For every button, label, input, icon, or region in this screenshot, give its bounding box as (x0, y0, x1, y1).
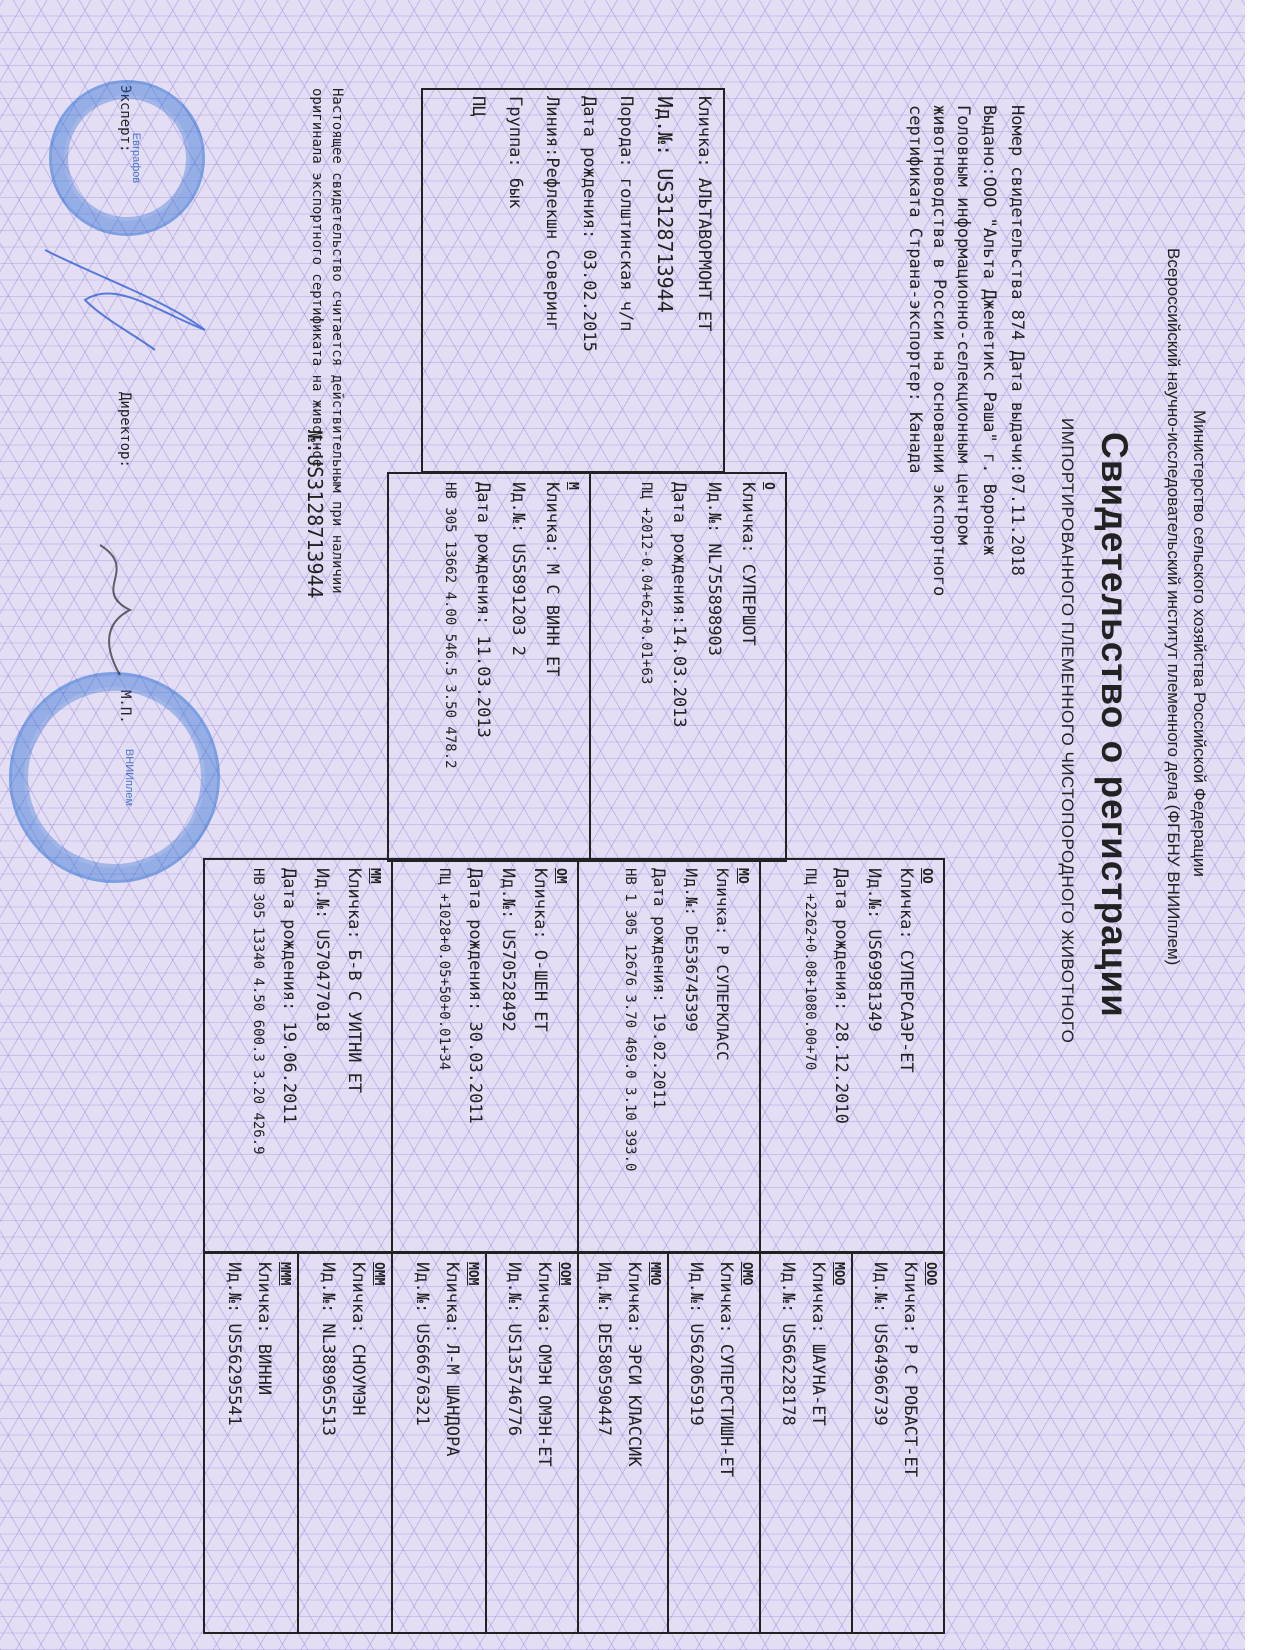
gp-mo (620, 868, 751, 1171)
sire-name: Кличка: СУПЕРШОТ (738, 482, 759, 646)
ggp-mmm-label: МММ (277, 1262, 292, 1286)
ggp-divider-2 (759, 1252, 761, 1634)
ggp-mmm (222, 1262, 293, 1426)
animal-name: Кличка: АЛЬТАВОРМОНТ ЕТ (694, 96, 714, 332)
ggp-omm-id: Ид.№: NL388965513 (317, 1262, 338, 1436)
expert-signature (25, 240, 225, 360)
ggp-mom-id: Ид.№: US66676321 (411, 1262, 432, 1426)
dam-id: Ид.№: US5891203 2 (507, 482, 528, 656)
gp-om-label: ОМ (553, 868, 568, 884)
gp-mm-name: Кличка: Б-В С УИТНИ ЕТ (344, 868, 365, 1094)
center-line-1: Головным информационно-селекционным центром (953, 105, 973, 546)
ggp-moo-id: Ид.№: US66228178 (777, 1262, 798, 1426)
ggp-divider-4 (577, 1252, 579, 1634)
gp-oo (800, 868, 935, 1124)
ggp-mom-label: МОМ (465, 1262, 480, 1286)
dam-cell (440, 482, 581, 769)
gp-mm-id: Ид.№: US70477018 (311, 868, 332, 1032)
gp-oo-pc: ПЦ +2262+0.08+1080.00+70 (801, 868, 818, 1071)
validity-line-2: оригинала экспортного сертификата на животное (309, 88, 325, 468)
animal-pc: ПЦ (468, 96, 489, 117)
ggp-oom-id: Ид.№: US135746776 (503, 1262, 524, 1436)
animal-info (466, 96, 715, 352)
gp-oo-name: Кличка: СУПЕРСАЭР-ЕТ (896, 868, 917, 1073)
animal-line: Линия:Рефлекшн Соверинг (542, 96, 563, 332)
ggp-omm-name: Кличка: СНОУМЭН (348, 1262, 369, 1416)
parents-divider (589, 472, 591, 862)
validity-line-1: Настоящее свидетельство считается действительным при наличии (329, 88, 345, 594)
sire-label: О (761, 482, 776, 490)
sire-birth: Дата рождения:14.03.2013 (668, 482, 689, 728)
ggp-omo (684, 1262, 755, 1477)
institute-line: Всероссийский научно-исследовательский институт племенного дела (ФГБНУ ВНИИплем) (1164, 248, 1183, 966)
sire-cell (636, 482, 777, 728)
ggp-moo (776, 1262, 847, 1426)
dam-hb: HB 305 13662 4.00 546.5 3.50 478.2 (441, 482, 458, 769)
official-seal (9, 672, 220, 883)
expert-stamp (49, 80, 205, 236)
issued-to-line: Выдано:ООО "Альта Дженетикс Раша" г. Воронеж (979, 105, 999, 556)
sire-pc: ПЦ +2012-0.04+62+0.01+63 (637, 482, 654, 685)
ggp-divider-6 (391, 1252, 393, 1634)
official-seal-text: ВНИИплем (123, 748, 135, 807)
ggp-mom (410, 1262, 481, 1456)
gp-mm-label: ММ (367, 868, 382, 884)
director-label: Директор: (117, 392, 133, 468)
animal-birth-date: Дата рождения: 03.02.2015 (579, 96, 600, 352)
ggp-mmo-name: Кличка: ЭРСИ КЛАССИК (624, 1262, 645, 1467)
dam-label: М (565, 482, 580, 490)
director-signature (70, 540, 150, 680)
ggp-ooo-id: Ид.№: US64966739 (869, 1262, 890, 1426)
ggp-divider-3 (667, 1252, 669, 1634)
ggp-mom-name: Кличка: Л-М ШАНДОРА (442, 1262, 463, 1457)
gp-oo-birth: Дата рождения: 28.12.2010 (830, 868, 851, 1124)
ggp-divider-1 (851, 1252, 853, 1634)
validity-number: №:US3128713944 (303, 430, 327, 599)
gp-mo-label: МО (735, 868, 750, 884)
gp-om-birth: Дата рождения: 30.03.2011 (464, 868, 485, 1124)
ggp-mmm-id: Ид.№: US56295541 (223, 1262, 244, 1426)
ggp-moo-name: Кличка: ШАУНА-ЕТ (808, 1262, 829, 1426)
sire-id: Ид.№: NL755898903 (703, 482, 724, 656)
gp-om-name: Кличка: О-ШЕН ЕТ (530, 868, 551, 1032)
ggp-omo-id: Ид.№: US62065919 (685, 1262, 706, 1426)
animal-id: Ид.№: US3128713944 (653, 96, 678, 313)
ggp-mmo-label: ММО (647, 1262, 662, 1286)
ggp-divider-5 (485, 1252, 487, 1634)
ggp-omo-name: Кличка: СУПЕРСТИШН-ЕТ (716, 1262, 737, 1477)
ggp-moo-label: МОО (831, 1262, 846, 1286)
ggp-oom-name: Кличка: ОМЭН ОМЭН-ЕТ (534, 1262, 555, 1467)
document-title: Свидетельство о регистрации (1094, 432, 1135, 1018)
gp-mm (248, 868, 383, 1155)
gp-divider-2 (577, 858, 579, 1253)
ggp-divider-7 (297, 1252, 299, 1634)
ggp-ooo (868, 1262, 939, 1477)
ggp-mmo-id: Ид.№: DE580590447 (593, 1262, 614, 1436)
ggp-ooo-name: Кличка: Р С РОБАСТ-ЕТ (900, 1262, 921, 1477)
ministry-line: Министерство сельского хозяйства Российской Федерации (1190, 410, 1209, 877)
gp-mo-birth: Дата рождения: 19.02.2011 (650, 868, 670, 1109)
center-line-3: сертификата Страна-экспортер: Канада (905, 105, 925, 474)
document-subtitle: ИМПОРТИРОВАННОГО ПЛЕМЕННОГО ЧИСТОПОРОДНОГО ЖИВОТНОГО (1058, 418, 1077, 1044)
gp-mm-hb: HB 305 13340 4.50 600.3 3.20 426.9 (249, 868, 266, 1155)
ggp-ooo-label: ООО (923, 1262, 938, 1286)
mp-label: М.П. (117, 690, 133, 724)
animal-breed: Порода: голштинская ч/п (616, 96, 637, 332)
ggp-omm-label: ОММ (371, 1262, 386, 1286)
gp-mm-birth: Дата рождения: 19.06.2011 (278, 868, 299, 1124)
ggp-omm (316, 1262, 387, 1436)
ggp-oom (502, 1262, 573, 1467)
center-line-2: животноводства в России на основании экспортного (929, 105, 949, 597)
ggp-omo-label: ОМО (739, 1262, 754, 1286)
ggp-oom-label: ООМ (557, 1262, 572, 1286)
animal-group: Группа: бык (505, 96, 526, 209)
gp-oo-id: Ид.№: US69981349 (863, 868, 884, 1032)
ggp-mmo (592, 1262, 663, 1467)
gp-mo-id: Ид.№: DE536745399 (681, 868, 701, 1032)
gp-mo-name: Кличка: Р СУПЕРКЛАСС (713, 868, 733, 1061)
gp-om (434, 868, 569, 1124)
expert-label: Эксперт: (117, 85, 133, 153)
dam-name: Кличка: М С ВИНН ЕТ (542, 482, 563, 677)
gp-om-pc: ПЦ +1028+0.05+50+0.01+34 (435, 868, 452, 1071)
gp-oo-label: ОО (919, 868, 934, 884)
gp-mo-hb: HB 1 305 12676 3.70 469.0 3.10 393.0 (621, 868, 638, 1172)
gp-divider-1 (759, 858, 761, 1253)
expert-stamp-text: Евграфов (130, 132, 142, 184)
ggp-mmm-name: Кличка: ВИННИ (254, 1262, 275, 1396)
gp-divider-3 (391, 858, 393, 1253)
certificate-number-line: Номер свидетельства 874 Дата выдачи:07.11.2018 (1007, 105, 1027, 576)
dam-birth: Дата рождения: 11.03.2013 (472, 482, 493, 738)
gp-om-id: Ид.№: US70528492 (497, 868, 518, 1032)
